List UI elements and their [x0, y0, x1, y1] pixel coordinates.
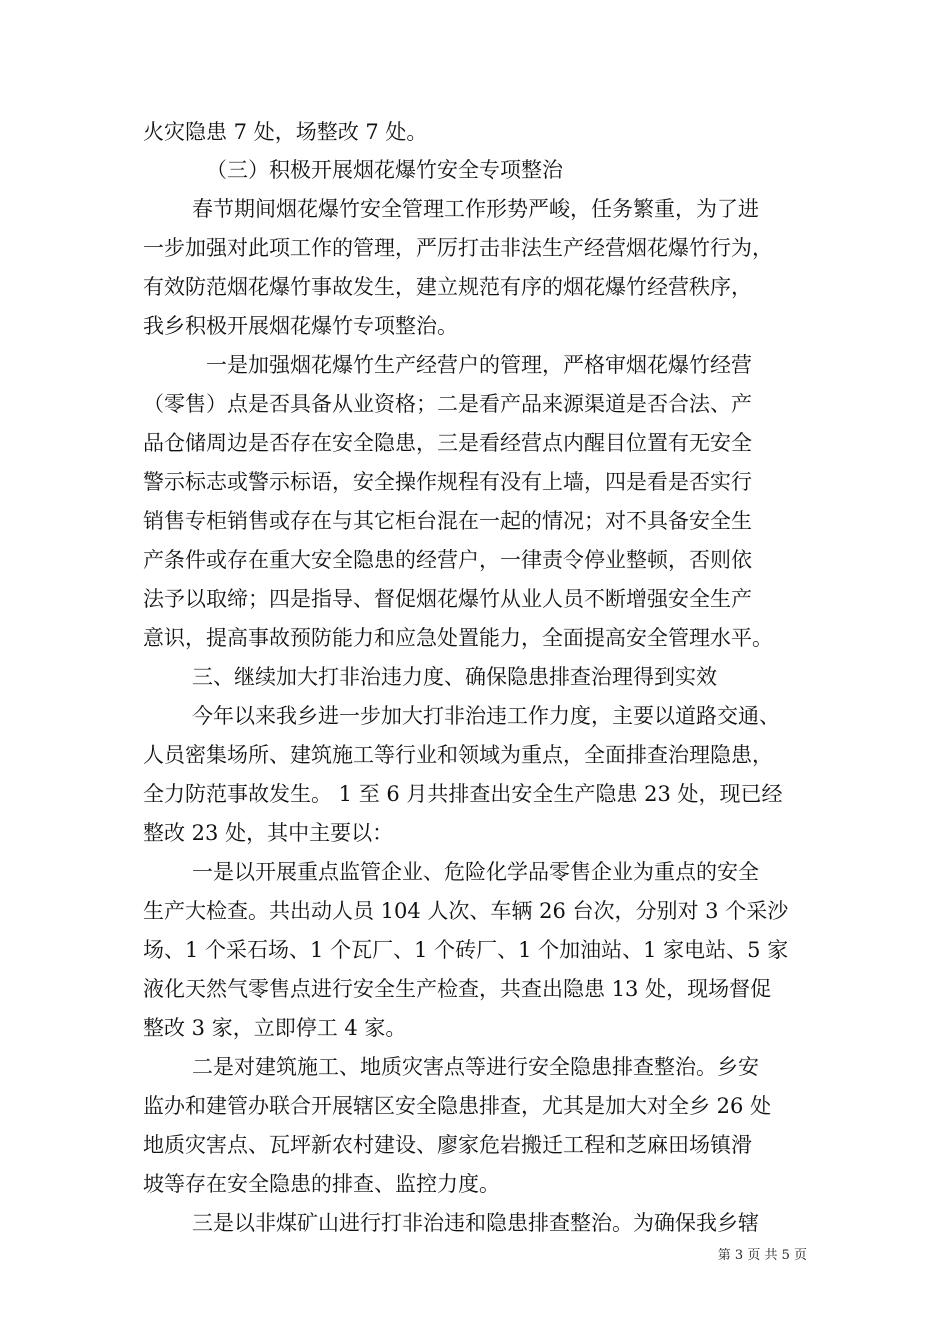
- text-line: 一步加强对此项工作的管理，严厉打击非法生产经营烟花爆竹行为，: [143, 236, 773, 260]
- text-line: 整改 23 处，其中主要以：: [143, 821, 394, 845]
- text-line: （零售）点是否具备从业资格；二是看产品来源渠道是否合法、产: [143, 392, 752, 416]
- page-number: 第 3 页 共 5 页: [717, 1248, 807, 1263]
- text-line: 场、1 个采石场、1 个瓦厂、1 个砖厂、1 个加油站、1 家电站、5 家: [143, 938, 789, 962]
- text-line: 我乡积极开展烟花爆竹专项整治。: [143, 314, 458, 338]
- text-line: 整改 3 家，立即停工 4 家。: [143, 1016, 407, 1040]
- text-line: 二是对建筑施工、地质灾害点等进行安全隐患排查整治。乡安: [192, 1055, 759, 1079]
- text-line: 火灾隐患 7 处，场整改 7 处。: [143, 120, 428, 144]
- text-line: 地质灾害点、瓦坪新农村建设、廖家危岩搬迁工程和芝麻田场镇滑: [143, 1133, 752, 1157]
- text-line: 有效防范烟花爆竹事故发生，建立规范有序的烟花爆竹经营秩序，: [143, 275, 752, 299]
- text-line: 全力防范事故发生。 1 至 6 月共排查出安全生产隐患 23 处，现已经: [143, 782, 783, 806]
- text-line: 产条件或存在重大安全隐患的经营户，一律责令停业整顿，否则依: [143, 548, 752, 572]
- text-line: 人员密集场所、建筑施工等行业和领域为重点，全面排查治理隐患，: [143, 743, 773, 767]
- text-line: 监办和建管办联合开展辖区安全隐患排查，尤其是加大对全乡 26 处: [143, 1094, 772, 1118]
- text-line: 坡等存在安全隐患的排查、监控力度。: [143, 1172, 500, 1196]
- text-line: 警示标志或警示标语，安全操作规程有没有上墙，四是看是否实行: [143, 470, 752, 494]
- text-line: 一是加强烟花爆竹生产经营户的管理，严格审烟花爆竹经营: [206, 353, 752, 377]
- text-line: 今年以来我乡进一步加大打非治违工作力度，主要以道路交通、: [192, 704, 780, 728]
- text-line: 三是以非煤矿山进行打非治违和隐患排查整治。为确保我乡辖: [192, 1211, 759, 1235]
- section-heading: 三、继续加大打非治违力度、确保隐患排查治理得到实效: [192, 665, 717, 689]
- text-line: 生产大检查。共出动人员 104 人次、车辆 26 台次，分别对 3 个采沙: [143, 899, 789, 923]
- text-line: 销售专柜销售或存在与其它柜台混在一起的情况；对不具备安全生: [143, 509, 752, 533]
- section-heading: （三）积极开展烟花爆竹安全专项整治: [206, 158, 563, 182]
- text-line: 液化天然气零售点进行安全生产检查，共查出隐患 13 处，现场督促: [143, 977, 772, 1001]
- text-line: 一是以开展重点监管企业、危险化学品零售企业为重点的安全: [192, 860, 759, 884]
- text-line: 法予以取缔；四是指导、督促烟花爆竹从业人员不断增强安全生产: [143, 587, 752, 611]
- text-line: 春节期间烟花爆竹安全管理工作形势严峻，任务繁重，为了进: [192, 197, 759, 221]
- text-line: 意识，提高事故预防能力和应急处置能力，全面提高安全管理水平。: [143, 626, 773, 650]
- text-line: 品仓储周边是否存在安全隐患，三是看经营点内醒目位置有无安全: [143, 431, 752, 455]
